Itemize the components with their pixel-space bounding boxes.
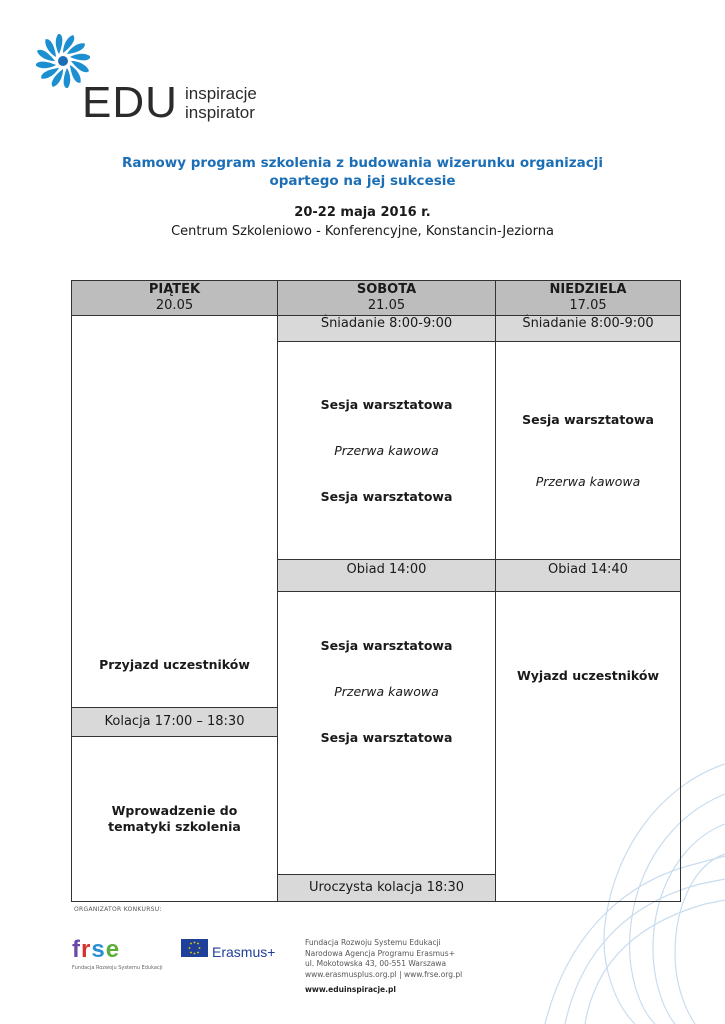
footer-info-line3: ul. Mokotowska 43, 00-551 Warszawa bbox=[305, 959, 447, 968]
sunday-lunch-text: Obiad 14:40 bbox=[548, 562, 628, 577]
event-venue: Centrum Szkoleniowo - Konferencyjne, Konstancin-Jeziorna bbox=[171, 224, 554, 239]
friday-arrival bbox=[71, 315, 278, 708]
saturday-afternoon bbox=[277, 591, 496, 875]
eu-flag-icon bbox=[181, 939, 208, 957]
saturday-break2: Przerwa kawowa bbox=[334, 684, 439, 699]
footer-info bbox=[305, 938, 462, 980]
saturday-breakfast-text: Śniadanie 8:00-9:00 bbox=[320, 316, 453, 331]
header-saturday bbox=[277, 280, 496, 316]
footer-info-line2: Narodowa Agencja Programu Erasmus+ bbox=[305, 948, 455, 958]
header-sunday-day: NIEDZIELA bbox=[549, 282, 627, 297]
saturday-breakfast bbox=[277, 315, 496, 342]
friday-intro-text: Wprowadzenie do tematyki szkolenia bbox=[108, 803, 241, 834]
sunday-departure bbox=[495, 591, 681, 902]
friday-arrival-text: Przyjazd uczestników bbox=[99, 657, 250, 672]
erasmus-logo-text: Erasmus+ bbox=[212, 944, 276, 960]
sunday-breakfast bbox=[495, 315, 681, 342]
frse-logo-text: frse bbox=[72, 936, 121, 963]
logo-edu-text: EDU bbox=[82, 78, 178, 127]
header-sunday-date: 17.05 bbox=[569, 298, 607, 313]
title-line1: Ramowy program szkolenia z budowania wizerunku organizacji bbox=[121, 155, 604, 171]
sunday-session1: Sesja warsztatowa bbox=[522, 411, 654, 427]
saturday-lunch bbox=[277, 559, 496, 592]
title-line2: opartego na jej sukcesie bbox=[269, 173, 456, 189]
header-saturday-day: SOBOTA bbox=[356, 282, 417, 297]
saturday-session1: Sesja warsztatowa bbox=[320, 396, 453, 412]
header-saturday-date: 21.05 bbox=[367, 298, 406, 313]
saturday-lunch-text: Obiad 14:00 bbox=[346, 562, 427, 577]
footer-info-line4: www.erasmusplus.org.pl | www.frse.org.pl bbox=[305, 969, 463, 979]
frse-logo-subtitle: Fundacja Rozwoju Systemu Edukacji bbox=[72, 965, 163, 971]
footer-info-line1: Fundacja Rozwoju Systemu Edukacji bbox=[305, 938, 441, 947]
logo-subtitle bbox=[185, 84, 257, 122]
saturday-gala-text: Uroczysta kolacja 18:30 bbox=[308, 880, 465, 895]
sunday-morning bbox=[495, 341, 681, 560]
header-sunday bbox=[495, 280, 681, 316]
frse-logo bbox=[72, 936, 163, 971]
organizer-label: ORGANIZATOR KONKURSU: bbox=[74, 906, 162, 913]
saturday-session4: Sesja warsztatowa bbox=[320, 730, 453, 745]
saturday-session3: Sesja warsztatowa bbox=[320, 638, 453, 653]
header-friday bbox=[71, 280, 278, 316]
saturday-break1: Przerwa kawowa bbox=[334, 442, 439, 458]
header-friday-day: PIĄTEK bbox=[148, 282, 201, 297]
saturday-gala bbox=[277, 874, 496, 902]
sunday-breakfast-text: Śniadanie 8:00-9:00 bbox=[522, 316, 654, 331]
saturday-session2: Sesja warsztatowa bbox=[320, 488, 453, 504]
sunday-break1: Przerwa kawowa bbox=[535, 473, 641, 489]
saturday-morning bbox=[277, 341, 496, 560]
page-title bbox=[0, 154, 725, 190]
header-friday-date: 20.05 bbox=[155, 298, 194, 313]
logo-line1: inspiracje bbox=[185, 84, 257, 103]
logo-line2: inspirator bbox=[185, 103, 255, 122]
sunday-lunch bbox=[495, 559, 681, 592]
footer-url-link[interactable]: www.eduinspiracje.pl bbox=[305, 985, 396, 994]
sunday-departure-text: Wyjazd uczestników bbox=[516, 668, 659, 683]
friday-dinner-text: Kolacja 17:00 – 18:30 bbox=[104, 714, 245, 729]
event-date: 20-22 maja 2016 r. bbox=[294, 205, 431, 220]
friday-intro bbox=[71, 736, 278, 902]
friday-dinner bbox=[71, 707, 278, 737]
